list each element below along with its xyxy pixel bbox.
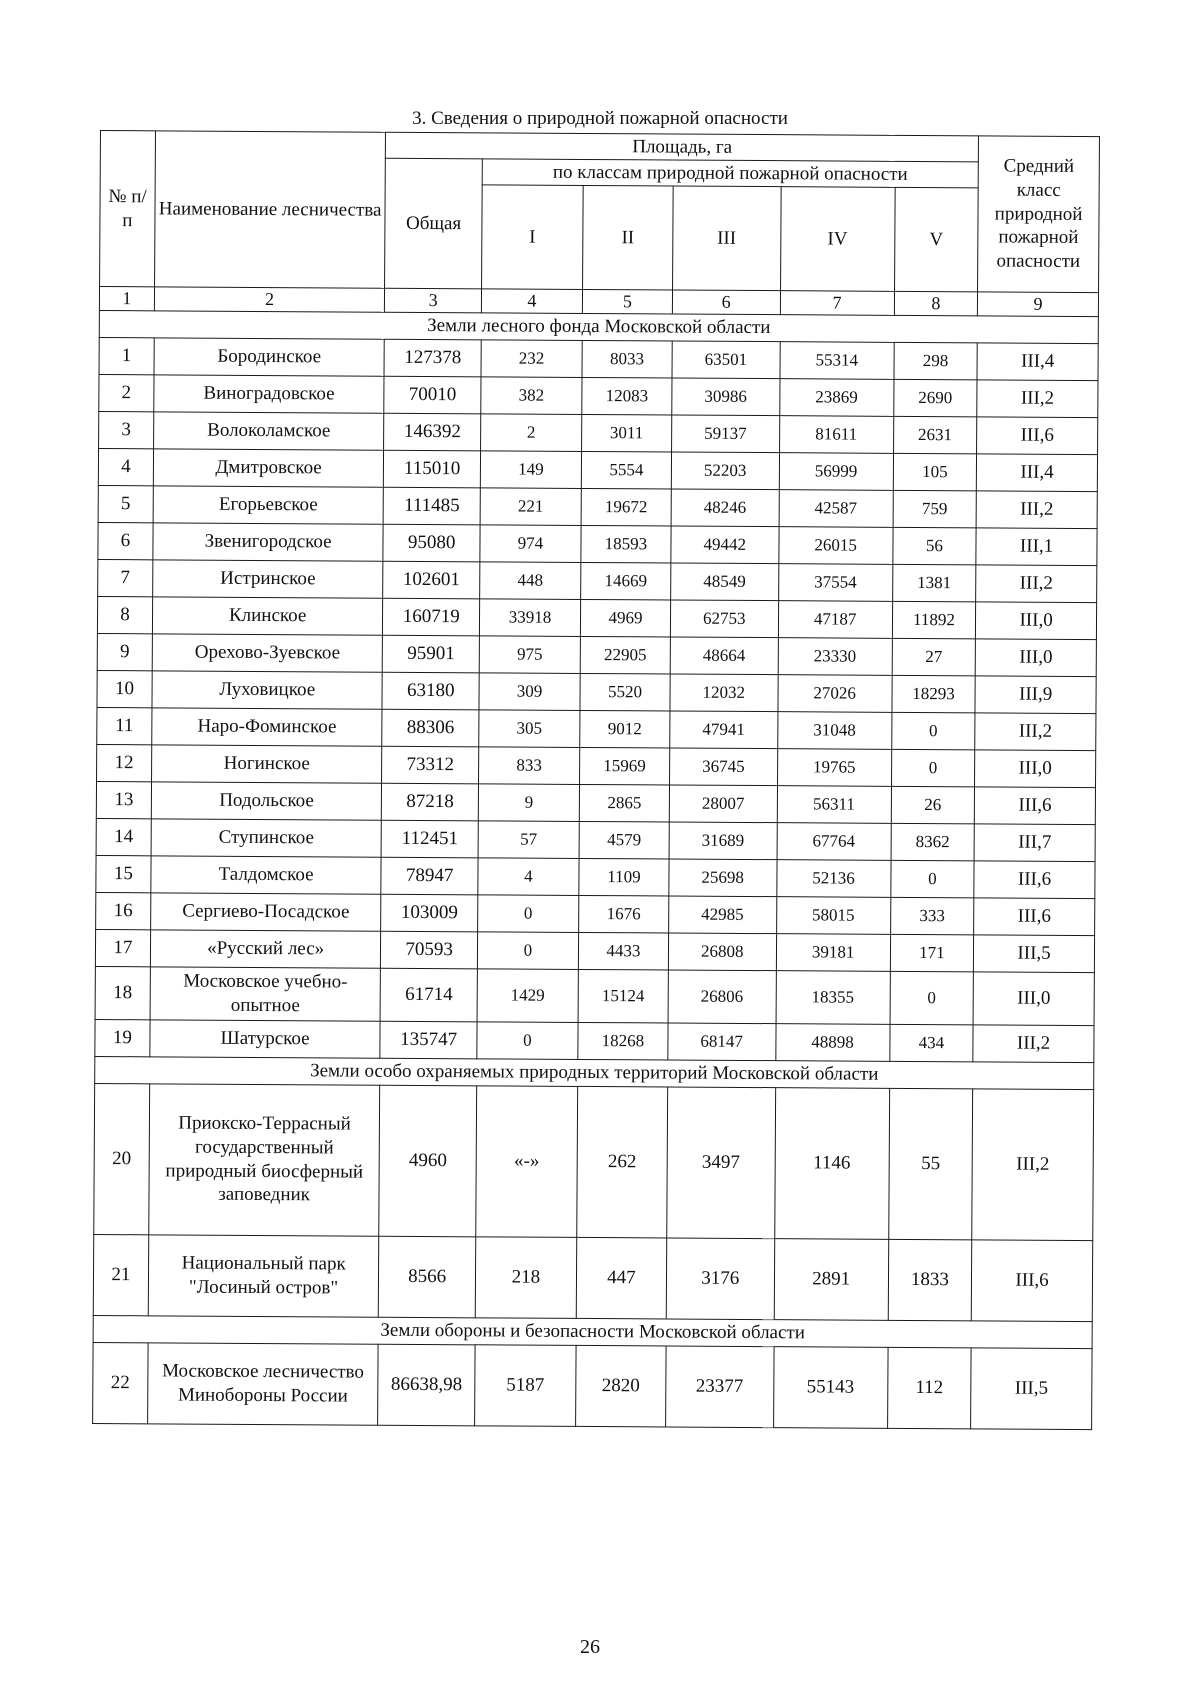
class-3-area: 42985 [669,895,777,933]
table-row [99,337,1098,380]
class-2-area: 18268 [578,1022,668,1060]
class-3-area: 63501 [672,340,780,378]
table-row [99,374,1098,417]
column-number: 2 [154,287,385,312]
page-number: 26 [580,1636,600,1658]
header-avg-class: Средний класс природной пожарной опасности [978,136,1100,293]
avg-class: III,9 [975,675,1096,713]
class-1-area: 975 [479,635,580,673]
forestry-name: Московское учебно-опытное [150,966,381,1020]
column-number: 5 [582,289,672,313]
class-3-area: 25698 [669,858,777,896]
class-2-area: 447 [576,1237,666,1319]
row-number: 5 [98,485,153,522]
table-row [98,522,1097,565]
row-number: 6 [98,522,153,559]
avg-class: III,2 [973,1024,1094,1062]
class-1-area: 382 [481,376,582,414]
class-1-area: 218 [475,1236,576,1318]
total-area: 86638,98 [378,1344,475,1426]
column-number: 9 [978,292,1099,316]
class-2-area: 1676 [579,895,669,933]
section-title: Земли обороны и безопасности Московской области [93,1315,1092,1348]
class-4-area: 23330 [778,637,892,675]
class-4-area: 47187 [778,600,892,638]
total-area: 103009 [381,894,478,932]
forestry-name: Дмитровское [153,448,384,486]
fire-danger-table [92,130,1100,1430]
section-title: Земли лесного фонда Московской области [99,310,1098,343]
class-4-area: 2891 [774,1238,889,1320]
avg-class: III,2 [972,1088,1094,1240]
forestry-name: Талдомское [151,855,382,893]
total-area: 78947 [381,857,478,895]
class-1-area: 33918 [479,598,580,636]
avg-class: III,2 [977,379,1098,417]
table-row [94,1083,1094,1240]
class-2-area: 15969 [579,747,669,785]
class-1-area: 0 [477,1021,578,1059]
class-1-area: 9 [478,783,579,821]
class-2-area: 22905 [580,636,670,674]
total-area: 87218 [382,783,479,821]
class-3-area: 36745 [669,747,777,785]
forestry-name: Луховицкое [152,670,383,708]
class-2-area: 4969 [580,599,670,637]
avg-class: III,4 [977,342,1098,380]
class-1-area: 4 [478,857,579,895]
class-4-area: 67764 [777,822,891,860]
class-4-area: 58015 [776,896,890,934]
class-1-area: 5187 [475,1344,576,1426]
forestry-name: Волоколамское [153,411,384,449]
table-row [99,411,1098,454]
forestry-name: Подольское [151,781,382,819]
class-4-area: 19765 [777,748,891,786]
table-row [95,1019,1094,1062]
class-4-area: 1146 [774,1087,889,1239]
class-5-area: 2690 [893,379,977,417]
class-1-area: 974 [480,524,581,562]
avg-class: III,7 [974,823,1095,861]
class-2-area: 262 [577,1086,668,1238]
class-2-area: 15124 [578,969,668,1023]
total-area: 115010 [384,450,481,488]
row-number: 1 [99,337,154,374]
class-5-area: 434 [890,1024,974,1062]
avg-class: III,6 [974,897,1095,935]
column-number: 1 [99,287,154,311]
class-4-area: 81611 [779,415,893,453]
class-1-area: 305 [479,709,580,747]
avg-class: III,0 [975,749,1096,787]
header-class-3: III [673,186,781,291]
class-5-area: 1381 [892,564,976,602]
class-5-area: 333 [890,897,974,935]
class-1-area: 149 [480,450,581,488]
header-total: Общая [385,158,482,289]
class-1-area: 232 [481,339,582,377]
class-5-area: 55 [888,1088,972,1240]
class-1-area: 309 [479,672,580,710]
total-area: 4960 [379,1085,477,1237]
class-2-area: 8033 [582,340,672,378]
forestry-name: «Русский лес» [150,929,381,967]
forestry-name: Егорьевское [153,485,384,523]
row-number: 17 [95,929,150,966]
row-number: 19 [95,1019,150,1056]
row-number: 7 [98,559,153,596]
total-area: 135747 [380,1021,477,1059]
avg-class: III,0 [975,638,1096,676]
row-number: 22 [93,1342,148,1423]
row-number: 18 [95,966,150,1019]
header-name: Наименование лесничества [154,131,385,288]
class-4-area: 26015 [778,526,892,564]
forestry-name: Национальный парк "Лосиный остров" [148,1234,379,1316]
column-number: 6 [672,290,780,314]
column-number: 4 [481,289,582,313]
class-5-area: 0 [891,860,975,898]
class-4-area: 42587 [779,489,893,527]
class-4-area: 56999 [779,452,893,490]
class-4-area: 39181 [776,933,890,971]
class-3-area: 59137 [672,414,780,452]
avg-class: III,4 [976,453,1097,491]
class-3-area: 49442 [671,525,779,563]
header-by-class: по классам природной пожарной опасности [482,159,978,188]
table-row [97,670,1096,713]
class-5-area: 27 [892,638,976,676]
class-1-area: «-» [476,1085,578,1237]
column-number: 7 [780,291,894,315]
class-3-area: 12032 [670,673,778,711]
class-2-area: 12083 [582,377,672,415]
total-area: 160719 [383,598,480,636]
class-1-area: 57 [478,820,579,858]
table-row [95,929,1094,972]
row-number: 12 [97,744,152,781]
class-3-area: 48664 [670,636,778,674]
forestry-name: Шатурское [150,1019,381,1057]
class-5-area: 171 [890,934,974,972]
total-area: 70593 [381,931,478,969]
class-2-area: 19672 [581,488,671,526]
class-5-area: 759 [893,490,977,528]
table-row [98,485,1097,528]
table-row [98,448,1097,491]
total-area: 127378 [384,339,481,377]
table-row [97,633,1096,676]
total-area: 102601 [383,561,480,599]
class-2-area: 4433 [578,932,668,970]
table-title: 3. Сведения о природной пожарной опасности [412,108,788,129]
class-1-area: 2 [481,413,582,451]
forestry-name: Ступинское [151,818,382,856]
avg-class: III,6 [974,860,1095,898]
row-number: 2 [99,374,154,411]
class-2-area: 5520 [580,673,670,711]
class-2-area: 4579 [579,821,669,859]
total-area: 70010 [384,376,481,414]
total-area: 73312 [382,746,479,784]
class-5-area: 26 [891,786,975,824]
class-3-area: 62753 [670,599,778,637]
row-number: 21 [93,1234,148,1315]
class-3-area: 26806 [668,969,776,1023]
class-1-area: 448 [480,561,581,599]
total-area: 88306 [382,709,479,747]
forestry-name: Сергиево-Посадское [150,892,381,930]
class-5-area: 56 [893,527,977,565]
class-5-area: 0 [891,749,975,787]
avg-class: III,5 [971,1347,1092,1429]
class-4-area: 56311 [777,785,891,823]
forestry-name: Ногинское [151,744,382,782]
class-2-area: 14669 [581,562,671,600]
table-body [93,310,1099,1429]
class-3-area: 23377 [666,1345,774,1427]
class-2-area: 5554 [581,451,671,489]
class-3-area: 3176 [666,1237,774,1319]
avg-class: III,5 [974,934,1095,972]
table-row [97,596,1096,639]
class-2-area: 2820 [576,1345,666,1427]
class-1-area: 833 [479,746,580,784]
header-class-4: IV [780,187,895,292]
class-4-area: 23869 [779,378,893,416]
forestry-name: Бородинское [154,337,385,375]
total-area: 63180 [382,672,479,710]
class-1-area: 0 [478,894,579,932]
class-5-area: 112 [887,1347,971,1429]
class-2-area: 2865 [579,784,669,822]
class-3-area: 30986 [672,377,780,415]
table-row [97,744,1096,787]
class-5-area: 105 [893,453,977,491]
class-1-area: 0 [477,931,578,969]
total-area: 95080 [383,524,480,562]
total-area: 95901 [383,635,480,673]
header-num: № п/п [100,131,156,287]
class-1-area: 221 [480,487,581,525]
class-1-area: 1429 [477,968,578,1022]
class-3-area: 48549 [671,562,779,600]
row-number: 9 [97,633,152,670]
table-row [93,1342,1092,1429]
table-row [96,818,1095,861]
class-4-area: 31048 [777,711,891,749]
row-number: 20 [94,1083,150,1234]
avg-class: III,1 [976,527,1097,565]
table-header [99,131,1099,317]
avg-class: III,6 [971,1239,1092,1321]
forestry-name: Наро-Фоминское [152,707,383,745]
class-4-area: 27026 [778,674,892,712]
class-5-area: 0 [890,971,974,1025]
column-number: 3 [385,288,482,312]
row-number: 16 [96,892,151,929]
class-3-area: 48246 [671,488,779,526]
table-row [96,781,1095,824]
row-number: 10 [97,670,152,707]
class-3-area: 31689 [669,821,777,859]
header-class-5: V [894,187,978,292]
class-5-area: 1833 [888,1239,972,1321]
forestry-name: Московское лесничество Минобороны России [147,1342,378,1424]
avg-class: III,6 [977,416,1098,454]
table-row [96,855,1095,898]
class-5-area: 8362 [891,823,975,861]
class-5-area: 2631 [893,416,977,454]
header-class-1: I [482,185,584,290]
class-2-area: 18593 [581,525,671,563]
class-4-area: 37554 [778,563,892,601]
avg-class: III,2 [976,564,1097,602]
class-4-area: 52136 [776,859,890,897]
class-4-area: 18355 [776,970,890,1024]
total-area: 111485 [383,487,480,525]
avg-class: III,0 [973,971,1094,1025]
table-row [98,559,1097,602]
table-row [95,966,1094,1025]
total-area: 112451 [381,820,478,858]
avg-class: III,6 [974,786,1095,824]
class-3-area: 52203 [671,451,779,489]
class-5-area: 18293 [892,675,976,713]
row-number: 3 [99,411,154,448]
class-3-area: 3497 [667,1086,775,1238]
row-number: 11 [97,707,152,744]
table-row [93,1234,1092,1321]
class-5-area: 11892 [892,601,976,639]
row-number: 8 [97,596,152,633]
forestry-name: Клинское [152,596,383,634]
avg-class: III,0 [976,601,1097,639]
class-4-area: 55143 [773,1346,888,1428]
class-2-area: 3011 [582,414,672,452]
row-number: 13 [96,781,151,818]
column-number: 8 [894,291,978,315]
table-row [96,892,1095,935]
forestry-name: Истринское [153,559,384,597]
avg-class: III,2 [976,490,1097,528]
total-area: 146392 [384,413,481,451]
header-area: Площадь, га [386,132,979,162]
class-4-area: 55314 [780,341,894,379]
forestry-name: Приокско-Террасный государственный природный биосферный заповедник [149,1083,380,1235]
row-number: 15 [96,855,151,892]
avg-class: III,2 [975,712,1096,750]
class-2-area: 9012 [580,710,670,748]
table-row [97,707,1096,750]
class-4-area: 48898 [775,1023,889,1061]
class-3-area: 68147 [668,1022,776,1060]
class-3-area: 26808 [668,932,776,970]
forestry-name: Орехово-Зуевское [152,633,383,671]
class-3-area: 28007 [669,784,777,822]
forestry-name: Виноградовское [154,374,385,412]
class-5-area: 0 [891,712,975,750]
forestry-name: Звенигородское [153,522,384,560]
row-number: 14 [96,818,151,855]
header-class-2: II [583,185,674,290]
class-3-area: 47941 [670,710,778,748]
total-area: 8566 [379,1236,476,1318]
section-title: Земли особо охраняемых природных территорий Московской области [95,1056,1094,1089]
class-5-area: 298 [894,342,978,380]
total-area: 61714 [380,968,477,1022]
class-2-area: 1109 [579,858,669,896]
row-number: 4 [98,448,153,485]
